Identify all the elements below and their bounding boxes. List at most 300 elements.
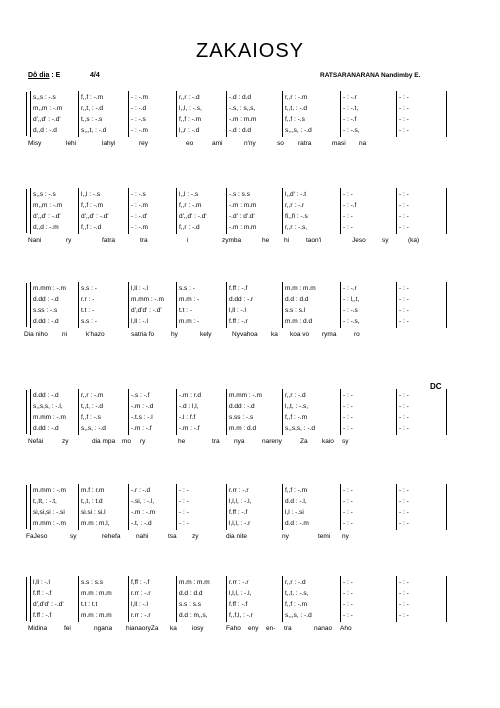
measure-cell: - : l,,t,	[343, 296, 360, 303]
lyric-syllable: lehi	[66, 140, 77, 147]
measure-cell: - : -	[343, 520, 353, 527]
lyric-syllable: rey	[139, 140, 149, 147]
measure-cell: s.s : -	[81, 285, 97, 292]
measure-cell: - : -	[399, 105, 409, 112]
measure-cell: - : -.d'	[131, 213, 148, 220]
bar-line	[446, 221, 447, 234]
lyric-syllable: Dia niho	[24, 331, 48, 338]
lyrics-line	[22, 623, 452, 635]
measure-cell: r.rr : -.r	[131, 590, 151, 597]
measure-cell: - : -	[343, 403, 353, 410]
lyric-syllable: dia mpa	[92, 438, 116, 445]
voice-row	[22, 103, 452, 114]
measure-cell: - : -	[343, 509, 353, 516]
lyric-syllable: n'ny	[244, 140, 256, 147]
measure-cell: s,,s : -.s	[33, 94, 56, 101]
measure-cell: m,,m : -.m	[33, 202, 63, 209]
measure-cell: f.ff : -.f	[33, 612, 52, 619]
measure-cell: m.mm : -.m	[33, 414, 66, 421]
measure-cell: s.s : s.l	[285, 307, 306, 314]
measure-cell: m.m : d.d	[229, 425, 257, 432]
lyric-syllable: tra	[212, 438, 220, 445]
measure-cell: - : -	[399, 601, 409, 608]
voice-row	[22, 496, 452, 507]
lyrics-line	[22, 531, 452, 543]
measure-cell: f,,f : -.s	[285, 116, 305, 123]
key-label: Dô dia	[28, 72, 50, 79]
lyric-syllable: zymba	[222, 237, 242, 244]
measure-cell: l,,r : -.d	[179, 127, 200, 134]
lyric-syllable: he	[262, 237, 270, 244]
measure-cell: s,,s,s, : -.l,	[33, 403, 63, 410]
bar-line	[446, 517, 447, 530]
measure-cell: -.m : -.f	[131, 425, 152, 432]
measure-cell: r.rr : -.r	[229, 579, 249, 586]
score-system	[22, 577, 452, 635]
measure-cell: s,,s : -.s	[33, 191, 56, 198]
measure-cell: m.m : d.d	[285, 318, 313, 325]
voice-row	[22, 507, 452, 518]
lyric-syllable: kaio	[322, 438, 334, 445]
measure-cell: -.s, : s,,s,	[229, 105, 256, 112]
measure-cell: - : -	[399, 116, 409, 123]
measure-cell: - : -.f	[343, 202, 357, 209]
measure-cell: l,ll : -.l	[131, 601, 148, 608]
measure-cell: -.m : -.d	[131, 403, 154, 410]
lyric-syllable: ro	[354, 331, 360, 338]
measure-cell: si.si : si.l	[81, 509, 106, 516]
measure-cell: - : -	[399, 213, 409, 220]
lyric-syllable: fei	[64, 625, 71, 632]
measure-cell: -.t.s : -.l	[131, 414, 153, 421]
lyric-syllable: (ka)	[408, 237, 420, 244]
voice-row	[22, 577, 452, 588]
voice-row	[22, 200, 452, 211]
lyric-syllable: so	[277, 140, 284, 147]
measure-cell: - : -	[343, 224, 353, 231]
measure-cell: l,l,l, : -.l,	[229, 590, 252, 597]
measure-cell: - : -	[179, 520, 189, 527]
measure-cell: - : -	[179, 487, 189, 494]
measure-cell: - : -	[399, 202, 409, 209]
measure-cell: r,,t, : -.d	[81, 105, 104, 112]
measure-cell: - : -	[343, 579, 353, 586]
measure-cell: t,,tt, : -.t,	[33, 498, 57, 505]
composer-name: RATSARANARANA Nandimby E.	[320, 72, 421, 79]
measure-cell: s.s : -	[81, 318, 97, 325]
score-system	[22, 283, 452, 341]
lyric-syllable: k'hazo	[86, 331, 105, 338]
measure-cell: d.d : m,,s,	[179, 612, 208, 619]
measure-cell: r,,r : -.s,	[285, 224, 308, 231]
voice-row	[22, 92, 452, 103]
score-system	[22, 390, 452, 448]
voice-row	[22, 125, 452, 136]
measure-cell: - : -	[343, 392, 353, 399]
measure-cell: l,l : -.si	[285, 509, 304, 516]
voice-row	[22, 588, 452, 599]
measure-cell: - : -	[343, 191, 353, 198]
measure-cell: f,ff : -.f	[131, 579, 150, 586]
measure-cell: m.m : m.m	[285, 285, 316, 292]
measure-cell: d',,d' : -.d'	[81, 213, 109, 220]
measure-cell: d.dd : -.d	[33, 392, 59, 399]
lyric-syllable: nareny	[262, 438, 282, 445]
measure-cell: m.m : -	[179, 296, 200, 303]
measure-cell: f,,f : -.m	[285, 414, 308, 421]
measure-cell: f.ff : -.f	[33, 590, 52, 597]
lyric-syllable: masi	[332, 140, 346, 147]
measure-cell: s,,s, : -.d	[81, 425, 106, 432]
measure-cell: -.d : l,l,	[179, 403, 199, 410]
measure-cell: - : -	[399, 94, 409, 101]
measure-cell: - : -.s,	[343, 318, 360, 325]
lyric-syllable: he	[178, 438, 186, 445]
lyric-syllable: Aho	[340, 625, 352, 632]
measure-cell: - : -.s,	[343, 127, 360, 134]
measure-cell: -.d : d.d	[229, 127, 252, 134]
measure-cell: - : -	[399, 296, 409, 303]
lyric-syllable: hi	[284, 237, 290, 244]
measure-cell: - : -	[399, 127, 409, 134]
measure-cell: s,,,t, : -.d	[81, 127, 107, 134]
score-system	[22, 92, 452, 150]
measure-cell: d.dd : -.d	[33, 296, 59, 303]
measure-cell: f,,f,l, : -.r	[229, 612, 253, 619]
measure-cell: - : -	[399, 590, 409, 597]
measure-cell: - : -.s	[343, 307, 358, 314]
measure-cell: t,,t, : -.d	[81, 403, 104, 410]
measure-cell: l,,l, : -.s,	[179, 105, 202, 112]
lyric-syllable: iosy	[192, 625, 204, 632]
measure-cell: m.m : m.m	[81, 590, 112, 597]
measure-cell: - : -	[399, 191, 409, 198]
lyrics-line	[22, 138, 452, 150]
lyric-syllable: ryma	[322, 331, 337, 338]
lyric-syllable: Nefai	[28, 438, 44, 445]
lyric-syllable: rehefa	[102, 533, 121, 540]
measure-cell: r,,r : -.d	[285, 579, 306, 586]
measure-cell: m.mm : -.m	[33, 285, 66, 292]
lyric-syllable: kely	[200, 331, 212, 338]
lyric-syllable: ratra	[298, 140, 312, 147]
lyric-syllable: Jeso	[352, 237, 366, 244]
measure-cell: -.d' : d'.d'	[229, 213, 255, 220]
measure-cell: l,ll : -.l	[131, 318, 148, 325]
measure-cell: f,,f : -.d	[81, 224, 102, 231]
lyric-syllable: Misy	[28, 140, 42, 147]
measure-cell: r,,r : -.d	[179, 94, 200, 101]
lyric-syllable: Faho	[226, 625, 241, 632]
voice-row	[22, 189, 452, 200]
measure-cell: l,,t, : -.s,	[285, 403, 309, 410]
measure-cell: - : -.t,	[343, 105, 359, 112]
measure-cell: - : -	[399, 392, 409, 399]
measure-cell: d.dd : -.d	[33, 425, 59, 432]
lyric-syllable: sy	[70, 533, 77, 540]
measure-cell: f.ff : -.r	[229, 318, 248, 325]
score-system	[22, 189, 452, 247]
measure-cell: - : -.m	[131, 94, 148, 101]
measure-cell: l,ll : -.l	[33, 579, 50, 586]
measure-cell: - : -	[343, 612, 353, 619]
measure-cell: l,,l : -.s	[81, 191, 101, 198]
measure-cell: m.f : r.m	[81, 487, 105, 494]
dc-mark: DC	[430, 382, 442, 391]
measure-cell: m.m : m.m	[81, 612, 112, 619]
measure-cell: r,,r : -.r	[285, 202, 305, 209]
voice-row	[22, 423, 452, 434]
lyric-syllable: zy	[62, 438, 69, 445]
lyric-syllable: ka	[271, 331, 278, 338]
measure-cell: -.si, : -.l,	[131, 498, 155, 505]
measure-cell: d.d : d.d	[179, 590, 203, 597]
measure-cell: r,,r : -.m	[81, 392, 104, 399]
measure-cell: d.d : -.m	[285, 520, 309, 527]
measure-cell: - : -	[179, 509, 189, 516]
voice-row	[22, 305, 452, 316]
lyric-syllable: Nani	[28, 237, 42, 244]
voice-row	[22, 283, 452, 294]
bar-line	[446, 124, 447, 137]
voice-row	[22, 294, 452, 305]
measure-cell: r.rr : -.r	[131, 612, 151, 619]
bar-line	[446, 609, 447, 622]
measure-cell: -.d : d.d	[229, 94, 252, 101]
measure-cell: f,,f : -.m	[81, 94, 104, 101]
lyric-syllable: tra	[284, 625, 292, 632]
voice-row	[22, 518, 452, 529]
measure-cell: -.s : -.f	[131, 392, 150, 399]
voice-row	[22, 610, 452, 621]
measure-cell: - : -	[399, 498, 409, 505]
measure-cell: m.mm : -.m	[33, 520, 66, 527]
lyric-syllable: Midina	[28, 625, 48, 632]
lyrics-line	[22, 436, 452, 448]
measure-cell: t.t : -	[179, 307, 192, 314]
voice-row	[22, 316, 452, 327]
lyric-syllable: ry	[66, 237, 72, 244]
lyric-syllable: en-	[266, 625, 276, 632]
measure-cell: -.r : -.d	[131, 487, 151, 494]
measure-cell: l,,l : -.s	[179, 191, 199, 198]
measure-cell: t.t : t.t	[81, 601, 98, 608]
measure-cell: m,,m : -.m	[33, 105, 63, 112]
lyric-syllable: i	[187, 237, 189, 244]
measure-cell: d',,d' : -.d'	[179, 213, 207, 220]
lyric-syllable: nahi	[136, 533, 149, 540]
measure-cell: - : -.d	[131, 105, 147, 112]
measure-cell: - : -	[343, 601, 353, 608]
measure-cell: d',,d' : -.d'	[33, 116, 61, 123]
lyric-syllable: nya	[234, 438, 245, 445]
lyric-syllable: zy	[192, 533, 199, 540]
lyric-syllable: ni	[62, 331, 68, 338]
measure-cell: d,,d : -.d	[33, 127, 57, 134]
voice-row	[22, 485, 452, 496]
measure-cell: -.t, : -.d	[131, 520, 152, 527]
measure-cell: s.s : -	[179, 285, 195, 292]
lyric-syllable: ny	[282, 533, 289, 540]
lyrics-line	[22, 329, 452, 341]
measure-cell: s.ss : -.s	[229, 414, 254, 421]
measure-cell: -.m : m.m	[229, 224, 257, 231]
measure-cell: d.dd : -.d	[229, 403, 255, 410]
measure-cell: s,,,s, : -.d	[285, 612, 312, 619]
lyric-syllable: ka	[170, 625, 177, 632]
measure-cell: r.r : -	[81, 296, 95, 303]
measure-cell: t,,t, : -.d	[285, 105, 308, 112]
measure-cell: f.ff : -.f	[229, 601, 248, 608]
lyric-syllable: tsa	[168, 533, 177, 540]
key-value: : E	[51, 72, 61, 79]
lyric-syllable: fatra	[102, 237, 116, 244]
measure-cell: s.s : s.s	[81, 579, 104, 586]
measure-cell: - : -	[399, 403, 409, 410]
measure-cell: d',d'd' : -.d'	[33, 601, 64, 608]
measure-cell: - : -	[343, 498, 353, 505]
lyric-syllable: eny	[248, 625, 259, 632]
lyric-syllable: ngana	[94, 625, 113, 632]
measure-cell: t,,t, : t.d	[81, 498, 103, 505]
key-signature	[28, 72, 60, 79]
measure-cell: t.t : -	[81, 307, 94, 314]
measure-cell: f,,f : -.s	[81, 414, 101, 421]
measure-cell: - : -	[399, 307, 409, 314]
measure-cell: f,,f : -.m	[285, 487, 308, 494]
measure-cell: f,,f : -.m	[179, 116, 202, 123]
lyric-syllable: Za	[300, 438, 308, 445]
lyric-syllable: mo	[122, 438, 132, 445]
measure-cell: r,,r : -.m	[285, 94, 308, 101]
measure-cell: s.ss : -.s	[33, 307, 58, 314]
measure-cell: - : -	[179, 498, 189, 505]
measure-cell: - : -	[343, 213, 353, 220]
measure-cell: f.ff : -.f	[229, 285, 248, 292]
measure-cell: d.d : d.d	[285, 296, 309, 303]
measure-cell: si,si,si : -.si	[33, 509, 65, 516]
lyric-syllable: satria fo	[131, 331, 155, 338]
lyrics-line	[22, 235, 452, 247]
measure-cell: - : -.r	[343, 94, 357, 101]
measure-cell: d',,d' : -.d'	[33, 213, 61, 220]
measure-cell: f,,r : -.d	[179, 224, 200, 231]
measure-cell: d.dd : -.r	[229, 296, 254, 303]
measure-cell: m.m : m.l,	[81, 520, 110, 527]
lyric-syllable: temi	[318, 533, 331, 540]
measure-cell: t,,s : -.s	[81, 116, 103, 123]
measure-cell: - : -	[343, 590, 353, 597]
measure-cell: - : -	[399, 579, 409, 586]
measure-cell: -.m : m.m	[229, 116, 257, 123]
time-signature: 4/4	[90, 72, 100, 79]
measure-cell: - : -.m	[131, 127, 148, 134]
measure-cell: - : -	[399, 318, 409, 325]
measure-cell: f,,r : -.m	[179, 202, 202, 209]
measure-cell: - : -	[399, 509, 409, 516]
measure-cell: f,,f : -.m	[285, 601, 308, 608]
measure-cell: s.s : s.s	[179, 601, 202, 608]
measure-cell: - : -	[399, 414, 409, 421]
measure-cell: f,,f : -.m	[81, 202, 104, 209]
measure-cell: -.s : s.s	[229, 191, 250, 198]
measure-cell: l,ll : -.l	[131, 285, 148, 292]
voice-row	[22, 114, 452, 125]
lyric-syllable: lahyi	[102, 140, 116, 147]
measure-cell: -.l : f.f	[179, 414, 196, 421]
lyric-syllable: ami	[212, 140, 223, 147]
measure-cell: r,,r : -.d	[285, 392, 306, 399]
measure-cell: m.mm : -.m	[229, 392, 262, 399]
lyric-syllable: Nyvahoa	[232, 331, 258, 338]
measure-cell: m.mm : -.m	[131, 296, 164, 303]
measure-cell: t,,t, : -.s,	[285, 590, 309, 597]
lyric-syllable: taon'i	[306, 237, 322, 244]
measure-cell: m.m : -	[179, 318, 200, 325]
measure-cell: - : -.r	[343, 285, 357, 292]
bar-line	[446, 315, 447, 328]
lyric-syllable: ry	[140, 438, 146, 445]
measure-cell: - : -	[399, 285, 409, 292]
lyric-syllable: nanao	[314, 625, 333, 632]
measure-cell: - : -	[399, 487, 409, 494]
lyric-syllable: dia nite	[226, 533, 247, 540]
measure-cell: -.m : r.d	[179, 392, 202, 399]
measure-cell: d',d'd' : -.d'	[131, 307, 162, 314]
measure-cell: d.dd : -.d	[33, 318, 59, 325]
measure-cell: f.ff : -.f	[229, 509, 248, 516]
measure-cell: - : -.m	[131, 224, 148, 231]
lyric-syllable: hianaoryZa	[126, 625, 159, 632]
song-title: ZAKAIOSY	[195, 40, 305, 62]
measure-cell: - : -.m	[131, 202, 148, 209]
measure-cell: - : -	[399, 612, 409, 619]
voice-row	[22, 390, 452, 401]
measure-cell: - : -	[399, 520, 409, 527]
measure-cell: s,,,s, : -.d	[285, 127, 312, 134]
measure-cell: l,l,l, : -.l,	[229, 498, 252, 505]
measure-cell: - : -	[343, 414, 353, 421]
measure-cell: - : -	[399, 224, 409, 231]
measure-cell: m.mm : -.m	[33, 487, 66, 494]
lyric-syllable: sy	[382, 237, 389, 244]
lyric-syllable: na	[359, 140, 367, 147]
measure-cell: l,ll : -.l	[229, 307, 246, 314]
measure-cell: - : -.s	[131, 116, 146, 123]
bar-line	[446, 422, 447, 435]
lyric-syllable: eo	[186, 140, 194, 147]
measure-cell: - : -	[343, 425, 353, 432]
measure-cell: -.m : -.m	[131, 509, 156, 516]
measure-cell: s,,s,s, : -.d	[285, 425, 315, 432]
lyric-syllable: koa vo	[290, 331, 310, 338]
measure-cell: m.m : m.m	[179, 579, 210, 586]
measure-cell: fi,,fi : -.s	[285, 213, 308, 220]
measure-cell: d.d : -.l,	[285, 498, 307, 505]
lyric-syllable: hy	[171, 331, 178, 338]
measure-cell: d,,d : -.m	[33, 224, 59, 231]
measure-cell: l,l,l, : -.r	[229, 520, 251, 527]
measure-cell: - : -.f	[343, 116, 357, 123]
score-system	[22, 485, 452, 543]
voice-row	[22, 401, 452, 412]
lyric-syllable: FaJeso	[26, 533, 48, 540]
measure-cell: - : -	[343, 487, 353, 494]
measure-cell: -.m : -.f	[179, 425, 200, 432]
measure-cell: - : -.s	[131, 191, 146, 198]
lyric-syllable: ny	[342, 533, 349, 540]
voice-row	[22, 211, 452, 222]
